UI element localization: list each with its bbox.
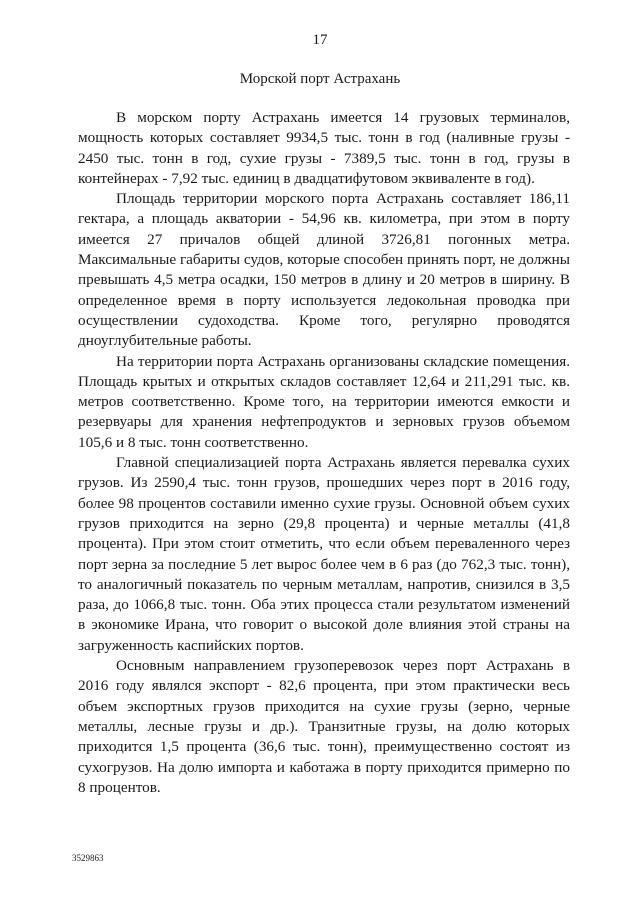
paragraph-cargo-directions: Основным направлением грузоперевозок через порт Астрахань в 2016 году являлся экспорт - 82,6 процента, при этом практически весь объем экспортных грузов приходится на сухие грузы (зерно, черные металлы, лесные грузы и др.). Транзитные грузы, на долю которых приходится 1,5 процента (36,6 тыс. тонн), преимущественно состоят из сухогрузов. На долю импорта и каботажа в порту приходится примерно по 8 процентов. xyxy=(78,657,570,796)
page-number: 17 xyxy=(312,32,328,48)
paragraph-terminals: В морском порту Астрахань имеется 14 грузовых терминалов, мощность которых составляет 9934,5 тыс. тонн в год (наливные грузы - 2450 тыс. тонн в год, сухие грузы - 7389,5 тыс. тонн в год, грузы в контейнерах - 7,92 тыс. единиц в двадцатифутовом эквиваленте в год). xyxy=(78,109,570,187)
paragraph-territory: Площадь территории морского порта Астрахань составляет 186,11 гектара, а площадь акватории - 54,96 кв. километра, при этом в порту имеется 27 причалов общей длиной 3726,81 погонных метра. Максимальные габариты судов, которые способен принять порт, не должны превышать 4,5 метра осадки, 150 метров в длину и 20 метров в ширину. В определенное время в порту используется ледокольная проводка при осуществлении судоходства. Кроме того, регулярно проводятся дноуглубительные работы. xyxy=(78,190,570,350)
paragraph-specialization: Главной специализацией порта Астрахань является перевалка сухих грузов. Из 2590,4 тыс. тонн грузов, прошедших через порт в 2016 году, более 98 процентов составили именно сухие грузы. Основной объем сухих грузов приходится на зерно (29,8 процента) и черные металлы (41,8 процента). При этом стоит отметить, что если объем переваленного через порт зерна за последние 5 лет вырос более чем в 6 раз (до 762,3 тыс. тонн), то аналогичный показатель по черным металлам, напротив, снизился в 3,5 раза, до 1066,8 тыс. тонн. Оба этих процесса стали результатом изменений в экономике Ирана, что говорит о высокой доле влияния этой страны на загруженность каспийских портов. xyxy=(78,454,570,654)
document-code: 3529863 xyxy=(72,853,104,863)
section-title: Морской порт Астрахань xyxy=(239,71,401,87)
document-body xyxy=(78,108,570,798)
paragraph-warehouses: На территории порта Астрахань организованы складские помещения. Площадь крытых и открытых складов составляет 12,64 и 211,291 тыс. кв. метров соответственно. Кроме того, на территории имеются емкости и резервуары для хранения нефтепродуктов и зерновых грузов объемом 105,6 и 8 тыс. тонн соответственно. xyxy=(78,352,570,451)
